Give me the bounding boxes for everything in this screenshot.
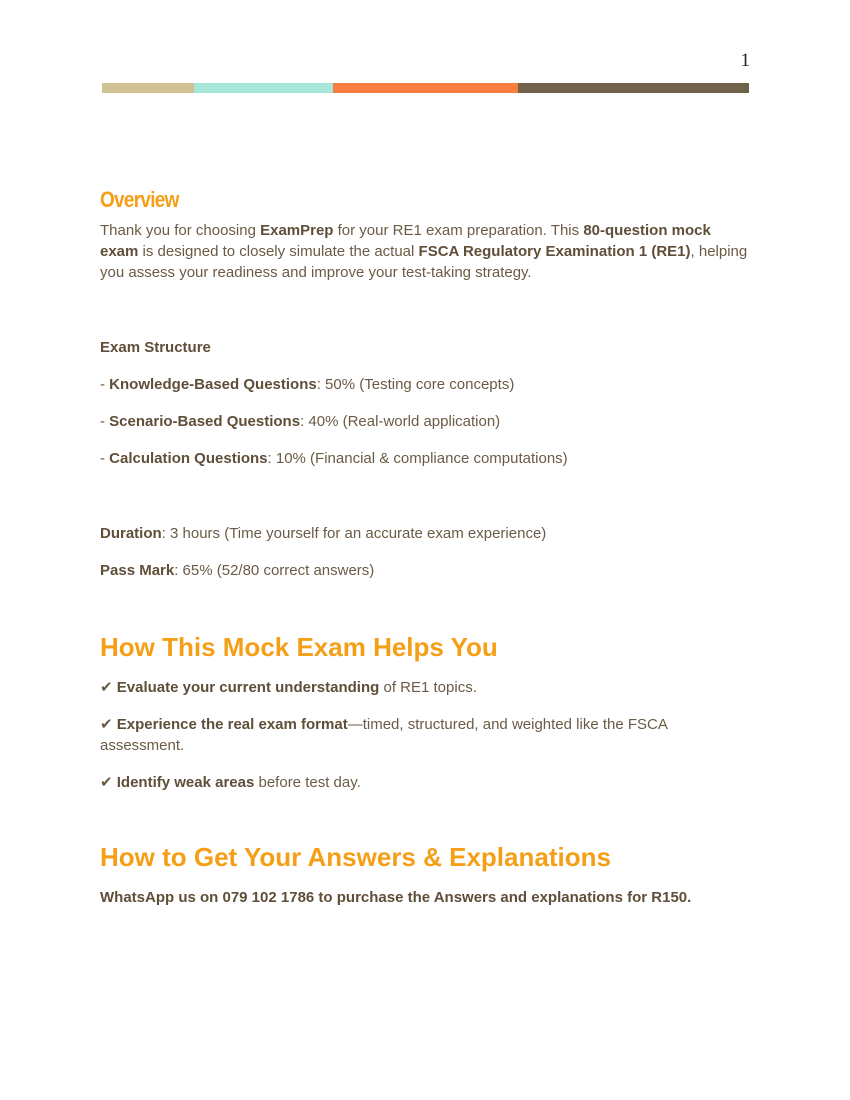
color-bar-segment-orange (333, 83, 518, 93)
answers-heading: How to Get Your Answers & Explanations (100, 842, 611, 872)
pass-mark-value: : 65% (52/80 correct answers) (174, 562, 375, 579)
intro-text-3: is designed to closely simulate the actual (138, 243, 419, 260)
pass-mark-line (100, 560, 750, 581)
checkmark-icon: ✔ (100, 774, 117, 791)
structure-item-bold: Scenario-Based Questions (109, 413, 301, 430)
intro-paragraph (100, 220, 750, 283)
structure-item-rest: : 40% (Real-world application) (300, 413, 501, 430)
structure-item-bold: Knowledge-Based Questions (109, 376, 317, 393)
structure-item-prefix: - (100, 413, 110, 430)
checkmark-icon: ✔ (100, 679, 117, 696)
helps-item-identify (100, 772, 750, 793)
helps-item-bold: Experience the real exam format (116, 716, 348, 733)
intro-bold-mock-exam: 80-question mock exam (100, 222, 711, 260)
pass-mark-label: Pass Mark (100, 562, 175, 579)
color-bar-segment-tan (102, 83, 194, 93)
structure-item-prefix: - (100, 376, 110, 393)
intro-bold-examprep: ExamPrep (260, 222, 334, 239)
structure-item-scenario (100, 411, 750, 432)
document-body (100, 180, 750, 908)
intro-bold-fsca: FSCA Regulatory Examination 1 (RE1) (418, 243, 691, 260)
header-color-bar (102, 83, 749, 93)
checkmark-icon: ✔ (100, 716, 117, 733)
helps-item-bold: Identify weak areas (116, 774, 255, 791)
duration-line (100, 523, 750, 544)
structure-item-rest: : 50% (Testing core concepts) (316, 376, 515, 393)
helps-item-rest: before test day. (254, 774, 361, 791)
color-bar-segment-brown (518, 83, 749, 93)
structure-item-bold: Calculation Questions (109, 450, 268, 467)
exam-structure-title: Exam Structure (100, 339, 211, 356)
intro-text-2: for your RE1 exam preparation. This (333, 222, 584, 239)
helps-item-experience (100, 714, 750, 756)
structure-item-knowledge (100, 374, 750, 395)
helps-item-rest: of RE1 topics. (379, 679, 477, 696)
duration-value: : 3 hours (Time yourself for an accurate exam experience) (161, 525, 547, 542)
color-bar-segment-mint (194, 83, 333, 93)
structure-item-rest: : 10% (Financial & compliance computations) (267, 450, 568, 467)
exam-structure-label (100, 337, 750, 358)
intro-text-4: , helping you assess your readiness and improve your test-taking strategy. (100, 243, 748, 281)
intro-text-1: Thank you for choosing (100, 222, 261, 239)
structure-item-prefix: - (100, 450, 110, 467)
helps-item-rest: —timed, structured, and weighted like the FSCA assessment. (100, 716, 668, 754)
helps-item-evaluate (100, 677, 750, 698)
whatsapp-purchase-text: WhatsApp us on 079 102 1786 to purchase the Answers and explanations for R150. (100, 889, 692, 906)
helps-heading: How This Mock Exam Helps You (100, 632, 498, 662)
page-number: 1 (740, 50, 750, 71)
duration-label: Duration (100, 525, 162, 542)
helps-item-bold: Evaluate your current understanding (116, 679, 380, 696)
structure-item-calculation (100, 448, 750, 469)
overview-heading: Overview (100, 187, 179, 212)
